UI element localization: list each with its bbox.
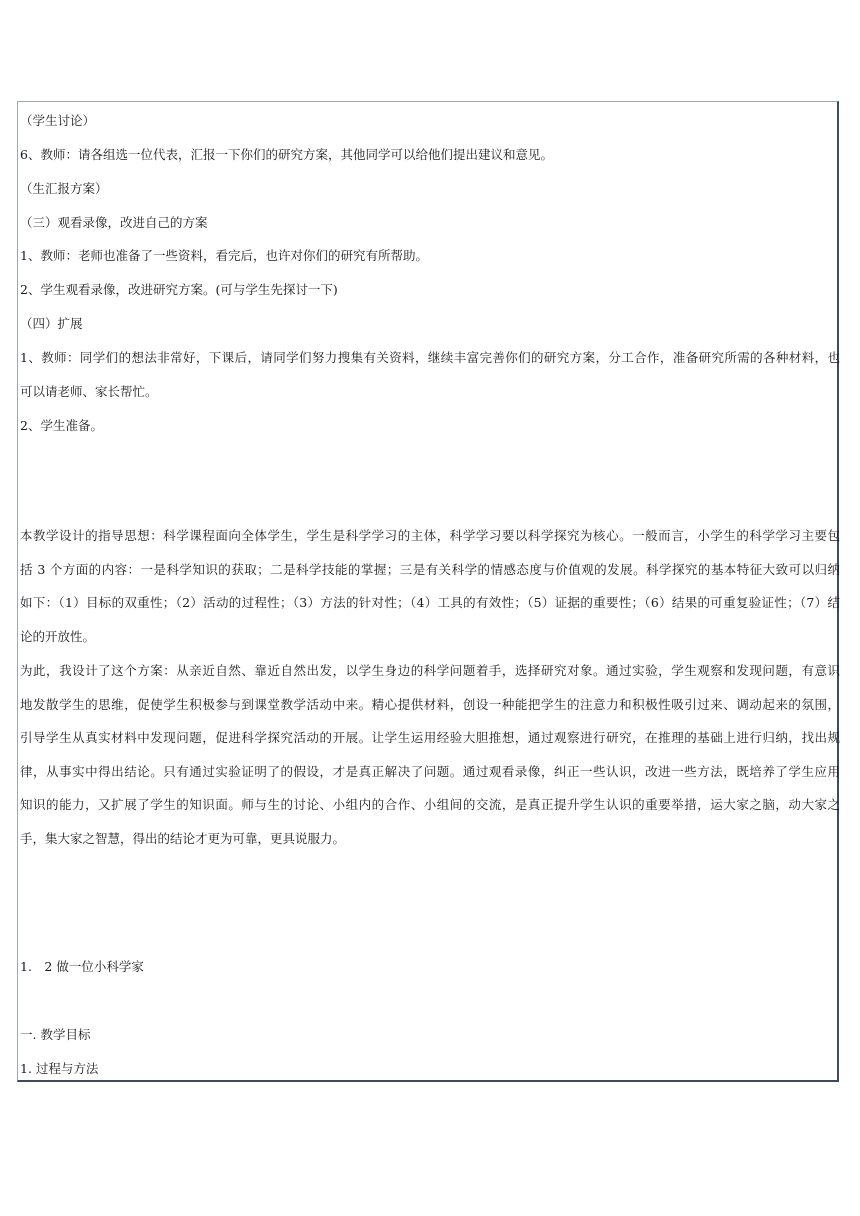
paragraph-design-plan (20, 654, 840, 856)
paragraph-row: 手，集大家之智慧，得出的结论才更为可靠，更具说服力。 (20, 830, 346, 846)
text-line-teacher-materials: 1、教师：老师也准备了一些资料，看完后，也许对你们的研究有所帮助。 (20, 248, 428, 263)
paragraph-row: 地发散学生的思维，促使学生积极参与到课堂教学活动中来。精心提供材料，创设一种能把学生的注意力和积极性吸引过来、调动起来的氛围， (20, 696, 840, 712)
paragraph-row: 可以请老师、家长帮忙。 (20, 383, 158, 399)
text-line-student-prepare: 2、学生准备。 (20, 418, 103, 433)
paragraph-row: 本教学设计的指导思想：科学课程面向全体学生，学生是科学学习的主体，科学学习要以科学探究为核心。一般而言，小学生的科学学习主要包 (20, 528, 840, 543)
lesson-title: 1. 2 做一位小科学家 (20, 959, 144, 974)
text-line-student-watch: 2、学生观看录像，改进研究方案。(可与学生先探讨一下) (20, 282, 338, 297)
paragraph-row: 律，从事实中得出结论。只有通过实验证明了的假设，才是真正解决了问题。通过观看录像，纠正一些认识，改进一些方法，既培养了学生应用 (20, 763, 840, 779)
paragraph-row: 如下：（1）目标的双重性；（2）活动的过程性；（3）方法的针对性；（4）工具的有效性；（5）证据的重要性；（6）结果的可重复验证性；（7）结 (20, 595, 840, 611)
paragraph-extend-item1 (20, 341, 840, 408)
paragraph-row: 括 3 个方面的内容：一是科学知识的获取；二是科学技能的掌握；三是有关科学的情感态度与价值观的发展。科学探究的基本特征大致可以归纳 (20, 561, 840, 577)
text-line-student-discussion: （学生讨论） (20, 113, 96, 128)
section-heading-extend: （四）扩展 (20, 316, 83, 331)
paragraph-row: 为此，我设计了这个方案：从亲近自然、靠近自然出发，以学生身边的科学问题着手，选择研究对象。通过实验，学生观察和发现问题，有意识 (20, 663, 840, 678)
paragraph-row: 知识的能力，又扩展了学生的知识面。师与生的讨论、小组内的合作、小组间的交流，是真正提升学生认识的重要举措，运大家之脑，动大家之 (20, 797, 840, 813)
paragraph-row: 论的开放性。 (20, 628, 96, 644)
section-heading-watch-video: （三）观看录像，改进自己的方案 (20, 215, 208, 230)
paragraph-row: 1、教师：同学们的想法非常好，下课后，请同学们努力搜集有关资料，继续丰富完善你们的研究方案，分工合作，准备研究所需的各种材料，也 (20, 350, 840, 365)
goal-item-process-method: 1. 过程与方法 (20, 1061, 99, 1076)
text-line-student-report: （生汇报方案） (20, 181, 108, 196)
goal-heading: 一. 教学目标 (20, 1027, 91, 1042)
text-line-teacher-report: 6、教师：请各组选一位代表，汇报一下你们的研究方案，其他同学可以给他们提出建议和意见。 (20, 147, 553, 162)
paragraph-row: 引导学生从真实材料中发现问题，促进科学探究活动的开展。让学生运用经验大胆推想，通过观察进行研究，在推理的基础上进行归纳，找出规 (20, 730, 840, 746)
paragraph-design-thought (20, 519, 840, 653)
